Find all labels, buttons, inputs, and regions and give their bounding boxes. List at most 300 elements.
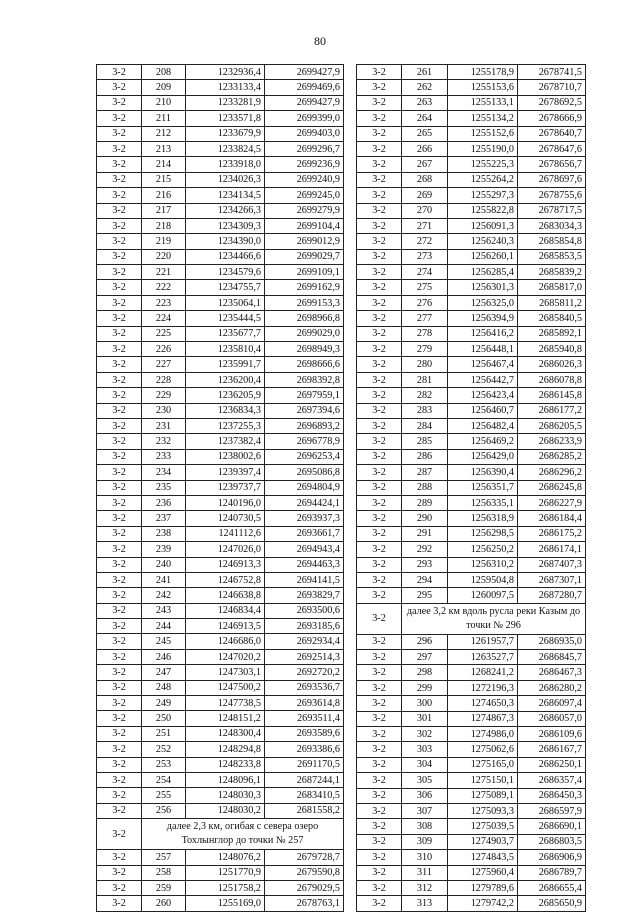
x-coordinate-cell: 1274903,7 — [448, 834, 518, 849]
y-coordinate-cell: 2678755,6 — [518, 188, 586, 203]
x-coordinate-cell: 1275960,4 — [448, 865, 518, 880]
coordinates-table-right — [356, 64, 586, 912]
y-coordinate-cell: 2693500,6 — [265, 603, 344, 618]
zone-cell: 3-2 — [97, 726, 142, 741]
table-row — [357, 95, 586, 110]
table-row — [357, 850, 586, 865]
point-number-cell: 272 — [402, 234, 448, 249]
table-row — [97, 295, 344, 310]
table-row — [357, 111, 586, 126]
y-coordinate-cell: 2679728,7 — [265, 850, 344, 865]
x-coordinate-cell: 1234466,6 — [186, 249, 265, 264]
table-row — [97, 265, 344, 280]
point-number-cell: 241 — [142, 572, 186, 587]
y-coordinate-cell: 2696893,2 — [265, 418, 344, 433]
table-row — [357, 742, 586, 757]
y-coordinate-cell: 2686357,4 — [518, 773, 586, 788]
point-number-cell: 257 — [142, 850, 186, 865]
zone-cell: 3-2 — [97, 772, 142, 787]
zone-cell: 3-2 — [97, 172, 142, 187]
point-number-cell: 258 — [142, 865, 186, 880]
y-coordinate-cell: 2699104,4 — [265, 218, 344, 233]
x-coordinate-cell: 1233281,9 — [186, 95, 265, 110]
point-number-cell: 230 — [142, 403, 186, 418]
y-coordinate-cell: 2693661,7 — [265, 526, 344, 541]
point-number-cell: 293 — [402, 557, 448, 572]
table-row — [97, 157, 344, 172]
x-coordinate-cell: 1234026,3 — [186, 172, 265, 187]
point-number-cell: 250 — [142, 711, 186, 726]
zone-cell: 3-2 — [357, 526, 402, 541]
x-coordinate-cell: 1235444,5 — [186, 311, 265, 326]
y-coordinate-cell: 2692934,4 — [265, 634, 344, 649]
point-number-cell: 296 — [402, 634, 448, 649]
x-coordinate-cell: 1256351,7 — [448, 480, 518, 495]
point-number-cell: 235 — [142, 480, 186, 495]
table-row — [357, 434, 586, 449]
x-coordinate-cell: 1238002,6 — [186, 449, 265, 464]
zone-cell: 3-2 — [357, 865, 402, 880]
table-row — [357, 773, 586, 788]
table-row — [357, 727, 586, 742]
y-coordinate-cell: 2686167,7 — [518, 742, 586, 757]
y-coordinate-cell: 2686789,7 — [518, 865, 586, 880]
point-number-cell: 276 — [402, 295, 448, 310]
table-row — [357, 265, 586, 280]
x-coordinate-cell: 1256416,2 — [448, 326, 518, 341]
x-coordinate-cell: 1237382,4 — [186, 434, 265, 449]
x-coordinate-cell: 1255225,3 — [448, 157, 518, 172]
table-row — [357, 157, 586, 172]
zone-cell: 3-2 — [357, 727, 402, 742]
zone-cell: 3-2 — [357, 788, 402, 803]
y-coordinate-cell: 2687307,1 — [518, 572, 586, 587]
point-number-cell: 260 — [142, 896, 186, 911]
y-coordinate-cell: 2694463,3 — [265, 557, 344, 572]
y-coordinate-cell: 2699153,3 — [265, 295, 344, 310]
zone-cell: 3-2 — [97, 819, 142, 850]
point-number-cell: 222 — [142, 280, 186, 295]
point-number-cell: 229 — [142, 388, 186, 403]
x-coordinate-cell: 1248096,1 — [186, 772, 265, 787]
table-row — [97, 788, 344, 803]
point-number-cell: 308 — [402, 819, 448, 834]
table-row — [97, 634, 344, 649]
table-row — [97, 649, 344, 664]
zone-cell: 3-2 — [357, 896, 402, 911]
y-coordinate-cell: 2686184,4 — [518, 511, 586, 526]
route-note-row — [357, 603, 586, 634]
point-number-cell: 275 — [402, 280, 448, 295]
zone-cell: 3-2 — [357, 403, 402, 418]
table-row — [357, 388, 586, 403]
point-number-cell: 263 — [402, 95, 448, 110]
y-coordinate-cell: 2698666,6 — [265, 357, 344, 372]
point-number-cell: 236 — [142, 495, 186, 510]
table-row — [97, 188, 344, 203]
y-coordinate-cell: 2685853,5 — [518, 249, 586, 264]
y-coordinate-cell: 2697959,1 — [265, 388, 344, 403]
x-coordinate-cell: 1275093,3 — [448, 803, 518, 818]
x-coordinate-cell: 1263527,7 — [448, 650, 518, 665]
x-coordinate-cell: 1256467,4 — [448, 357, 518, 372]
table-row — [97, 465, 344, 480]
table-row — [97, 711, 344, 726]
x-coordinate-cell: 1247738,5 — [186, 696, 265, 711]
table-row — [97, 172, 344, 187]
y-coordinate-cell: 2691170,5 — [265, 757, 344, 772]
zone-cell: 3-2 — [97, 526, 142, 541]
y-coordinate-cell: 2678692,5 — [518, 95, 586, 110]
point-number-cell: 277 — [402, 311, 448, 326]
zone-cell: 3-2 — [357, 803, 402, 818]
y-coordinate-cell: 2685840,5 — [518, 311, 586, 326]
point-number-cell: 256 — [142, 803, 186, 818]
table-row — [97, 111, 344, 126]
y-coordinate-cell: 2697394,6 — [265, 403, 344, 418]
point-number-cell: 242 — [142, 588, 186, 603]
table-row — [357, 326, 586, 341]
x-coordinate-cell: 1234134,5 — [186, 188, 265, 203]
zone-cell: 3-2 — [97, 126, 142, 141]
table-row — [357, 249, 586, 264]
point-number-cell: 297 — [402, 650, 448, 665]
zone-cell: 3-2 — [97, 203, 142, 218]
point-number-cell: 289 — [402, 495, 448, 510]
zone-cell: 3-2 — [97, 326, 142, 341]
y-coordinate-cell: 2699399,0 — [265, 111, 344, 126]
zone-cell: 3-2 — [97, 896, 142, 911]
y-coordinate-cell: 2693185,6 — [265, 619, 344, 634]
point-number-cell: 282 — [402, 388, 448, 403]
y-coordinate-cell: 2686285,2 — [518, 449, 586, 464]
zone-cell: 3-2 — [357, 495, 402, 510]
y-coordinate-cell: 2686296,2 — [518, 465, 586, 480]
y-coordinate-cell: 2686597,9 — [518, 803, 586, 818]
point-number-cell: 305 — [402, 773, 448, 788]
zone-cell: 3-2 — [357, 650, 402, 665]
table-row — [357, 803, 586, 818]
table-row — [357, 865, 586, 880]
table-row — [97, 480, 344, 495]
table-row — [357, 449, 586, 464]
zone-cell: 3-2 — [357, 172, 402, 187]
point-number-cell: 231 — [142, 418, 186, 433]
table-row — [97, 772, 344, 787]
point-number-cell: 237 — [142, 511, 186, 526]
x-coordinate-cell: 1234309,3 — [186, 218, 265, 233]
zone-cell: 3-2 — [97, 649, 142, 664]
y-coordinate-cell: 2686175,2 — [518, 526, 586, 541]
zone-cell: 3-2 — [357, 265, 402, 280]
point-number-cell: 255 — [142, 788, 186, 803]
table-row — [357, 295, 586, 310]
table-row — [357, 526, 586, 541]
x-coordinate-cell: 1251758,2 — [186, 880, 265, 895]
zone-cell: 3-2 — [357, 542, 402, 557]
zone-cell: 3-2 — [97, 788, 142, 803]
y-coordinate-cell: 2686078,8 — [518, 372, 586, 387]
x-coordinate-cell: 1256335,1 — [448, 495, 518, 510]
point-number-cell: 270 — [402, 203, 448, 218]
table-row — [97, 342, 344, 357]
x-coordinate-cell: 1247026,0 — [186, 542, 265, 557]
zone-cell: 3-2 — [97, 696, 142, 711]
x-coordinate-cell: 1240196,0 — [186, 495, 265, 510]
zone-cell: 3-2 — [97, 880, 142, 895]
table-row — [357, 588, 586, 603]
zone-cell: 3-2 — [357, 572, 402, 587]
zone-cell: 3-2 — [357, 588, 402, 603]
table-row — [97, 726, 344, 741]
x-coordinate-cell: 1246913,5 — [186, 619, 265, 634]
zone-cell: 3-2 — [97, 403, 142, 418]
zone-cell: 3-2 — [97, 157, 142, 172]
zone-cell: 3-2 — [97, 65, 142, 80]
y-coordinate-cell: 2685940,8 — [518, 342, 586, 357]
table-row — [97, 234, 344, 249]
point-number-cell: 273 — [402, 249, 448, 264]
x-coordinate-cell: 1255178,9 — [448, 65, 518, 80]
table-row — [97, 434, 344, 449]
table-row — [97, 696, 344, 711]
y-coordinate-cell: 2699029,7 — [265, 249, 344, 264]
table-row — [357, 557, 586, 572]
y-coordinate-cell: 2686655,4 — [518, 880, 586, 895]
table-row — [357, 172, 586, 187]
table-row — [357, 311, 586, 326]
zone-cell: 3-2 — [357, 480, 402, 495]
zone-cell: 3-2 — [357, 880, 402, 895]
coordinates-table-left — [96, 64, 344, 912]
zone-cell: 3-2 — [97, 465, 142, 480]
zone-cell: 3-2 — [97, 95, 142, 110]
table-row — [97, 449, 344, 464]
y-coordinate-cell: 2686467,3 — [518, 665, 586, 680]
y-coordinate-cell: 2695086,8 — [265, 465, 344, 480]
y-coordinate-cell: 2699012,9 — [265, 234, 344, 249]
zone-cell: 3-2 — [357, 511, 402, 526]
zone-cell: 3-2 — [357, 834, 402, 849]
x-coordinate-cell: 1256423,4 — [448, 388, 518, 403]
point-number-cell: 226 — [142, 342, 186, 357]
zone-cell: 3-2 — [97, 218, 142, 233]
table-row — [97, 803, 344, 818]
point-number-cell: 269 — [402, 188, 448, 203]
x-coordinate-cell: 1246913,3 — [186, 557, 265, 572]
y-coordinate-cell: 2693511,4 — [265, 711, 344, 726]
table-row — [97, 495, 344, 510]
zone-cell: 3-2 — [97, 572, 142, 587]
table-row — [97, 896, 344, 911]
point-number-cell: 253 — [142, 757, 186, 772]
x-coordinate-cell: 1259504,8 — [448, 572, 518, 587]
x-coordinate-cell: 1246638,8 — [186, 588, 265, 603]
table-row — [97, 880, 344, 895]
table-row — [97, 526, 344, 541]
zone-cell: 3-2 — [97, 619, 142, 634]
y-coordinate-cell: 2678666,9 — [518, 111, 586, 126]
zone-cell: 3-2 — [357, 757, 402, 772]
y-coordinate-cell: 2686450,3 — [518, 788, 586, 803]
y-coordinate-cell: 2698966,8 — [265, 311, 344, 326]
x-coordinate-cell: 1256250,2 — [448, 542, 518, 557]
x-coordinate-cell: 1235991,7 — [186, 357, 265, 372]
zone-cell: 3-2 — [97, 449, 142, 464]
point-number-cell: 310 — [402, 850, 448, 865]
table-row — [97, 542, 344, 557]
point-number-cell: 271 — [402, 218, 448, 233]
x-coordinate-cell: 1256325,0 — [448, 295, 518, 310]
zone-cell: 3-2 — [357, 372, 402, 387]
x-coordinate-cell: 1261957,7 — [448, 634, 518, 649]
point-number-cell: 247 — [142, 665, 186, 680]
table-row — [357, 634, 586, 649]
x-coordinate-cell: 1248300,4 — [186, 726, 265, 741]
y-coordinate-cell: 2699296,7 — [265, 141, 344, 156]
point-number-cell: 221 — [142, 265, 186, 280]
point-number-cell: 299 — [402, 680, 448, 695]
zone-cell: 3-2 — [357, 95, 402, 110]
x-coordinate-cell: 1256482,4 — [448, 418, 518, 433]
x-coordinate-cell: 1274843,5 — [448, 850, 518, 865]
x-coordinate-cell: 1236200,4 — [186, 372, 265, 387]
y-coordinate-cell: 2694943,4 — [265, 542, 344, 557]
zone-cell: 3-2 — [357, 773, 402, 788]
table-row — [97, 572, 344, 587]
table-row — [357, 495, 586, 510]
y-coordinate-cell: 2685817,0 — [518, 280, 586, 295]
table-row — [357, 141, 586, 156]
point-number-cell: 303 — [402, 742, 448, 757]
x-coordinate-cell: 1256469,2 — [448, 434, 518, 449]
zone-cell: 3-2 — [97, 480, 142, 495]
table-row — [357, 188, 586, 203]
point-number-cell: 311 — [402, 865, 448, 880]
y-coordinate-cell: 2694141,5 — [265, 572, 344, 587]
x-coordinate-cell: 1256390,4 — [448, 465, 518, 480]
x-coordinate-cell: 1256442,7 — [448, 372, 518, 387]
x-coordinate-cell: 1256448,1 — [448, 342, 518, 357]
zone-cell: 3-2 — [97, 295, 142, 310]
table-row — [357, 372, 586, 387]
table-row — [97, 619, 344, 634]
zone-cell: 3-2 — [97, 557, 142, 572]
table-row — [357, 572, 586, 587]
y-coordinate-cell: 2686845,7 — [518, 650, 586, 665]
y-coordinate-cell: 2686280,2 — [518, 680, 586, 695]
zone-cell: 3-2 — [97, 418, 142, 433]
x-coordinate-cell: 1279789,6 — [448, 880, 518, 895]
zone-cell: 3-2 — [97, 188, 142, 203]
point-number-cell: 232 — [142, 434, 186, 449]
y-coordinate-cell: 2693937,3 — [265, 511, 344, 526]
x-coordinate-cell: 1248030,3 — [186, 788, 265, 803]
table-row — [97, 665, 344, 680]
x-coordinate-cell: 1233824,5 — [186, 141, 265, 156]
zone-cell: 3-2 — [97, 265, 142, 280]
table-row — [357, 234, 586, 249]
table-row — [357, 711, 586, 726]
table-row — [97, 372, 344, 387]
point-number-cell: 244 — [142, 619, 186, 634]
table-row — [97, 280, 344, 295]
zone-cell: 3-2 — [97, 495, 142, 510]
x-coordinate-cell: 1248233,8 — [186, 757, 265, 772]
zone-cell: 3-2 — [97, 680, 142, 695]
zone-cell: 3-2 — [357, 295, 402, 310]
table-row — [357, 896, 586, 911]
point-number-cell: 252 — [142, 742, 186, 757]
y-coordinate-cell: 2696778,9 — [265, 434, 344, 449]
x-coordinate-cell: 1234755,7 — [186, 280, 265, 295]
table-row — [357, 511, 586, 526]
x-coordinate-cell: 1237255,3 — [186, 418, 265, 433]
x-coordinate-cell: 1247500,2 — [186, 680, 265, 695]
zone-cell: 3-2 — [357, 742, 402, 757]
zone-cell: 3-2 — [357, 342, 402, 357]
point-number-cell: 239 — [142, 542, 186, 557]
x-coordinate-cell: 1241112,6 — [186, 526, 265, 541]
point-number-cell: 209 — [142, 80, 186, 95]
x-coordinate-cell: 1246752,8 — [186, 572, 265, 587]
x-coordinate-cell: 1274986,0 — [448, 727, 518, 742]
x-coordinate-cell: 1236834,3 — [186, 403, 265, 418]
y-coordinate-cell: 2685811,2 — [518, 295, 586, 310]
point-number-cell: 280 — [402, 357, 448, 372]
table-row — [357, 218, 586, 233]
route-note-row — [97, 819, 344, 850]
point-number-cell: 292 — [402, 542, 448, 557]
point-number-cell: 306 — [402, 788, 448, 803]
zone-cell: 3-2 — [357, 141, 402, 156]
x-coordinate-cell: 1235677,7 — [186, 326, 265, 341]
y-coordinate-cell: 2699469,6 — [265, 80, 344, 95]
x-coordinate-cell: 1255822,8 — [448, 203, 518, 218]
table-row — [357, 357, 586, 372]
point-number-cell: 254 — [142, 772, 186, 787]
y-coordinate-cell: 2685854,8 — [518, 234, 586, 249]
table-row — [97, 557, 344, 572]
point-number-cell: 274 — [402, 265, 448, 280]
table-row — [97, 249, 344, 264]
zone-cell: 3-2 — [97, 357, 142, 372]
table-row — [357, 80, 586, 95]
y-coordinate-cell: 2686245,8 — [518, 480, 586, 495]
zone-cell: 3-2 — [357, 65, 402, 80]
zone-cell: 3-2 — [97, 711, 142, 726]
y-coordinate-cell: 2678717,5 — [518, 203, 586, 218]
zone-cell: 3-2 — [357, 357, 402, 372]
zone-cell: 3-2 — [97, 542, 142, 557]
point-number-cell: 248 — [142, 680, 186, 695]
point-number-cell: 259 — [142, 880, 186, 895]
x-coordinate-cell: 1279742,2 — [448, 896, 518, 911]
y-coordinate-cell: 2686803,5 — [518, 834, 586, 849]
y-coordinate-cell: 2678741,5 — [518, 65, 586, 80]
table-row — [97, 218, 344, 233]
point-number-cell: 223 — [142, 295, 186, 310]
point-number-cell: 278 — [402, 326, 448, 341]
point-number-cell: 218 — [142, 218, 186, 233]
zone-cell: 3-2 — [357, 557, 402, 572]
zone-cell: 3-2 — [357, 696, 402, 711]
x-coordinate-cell: 1248151,2 — [186, 711, 265, 726]
point-number-cell: 216 — [142, 188, 186, 203]
zone-cell: 3-2 — [357, 465, 402, 480]
zone-cell: 3-2 — [97, 141, 142, 156]
y-coordinate-cell: 2687407,3 — [518, 557, 586, 572]
